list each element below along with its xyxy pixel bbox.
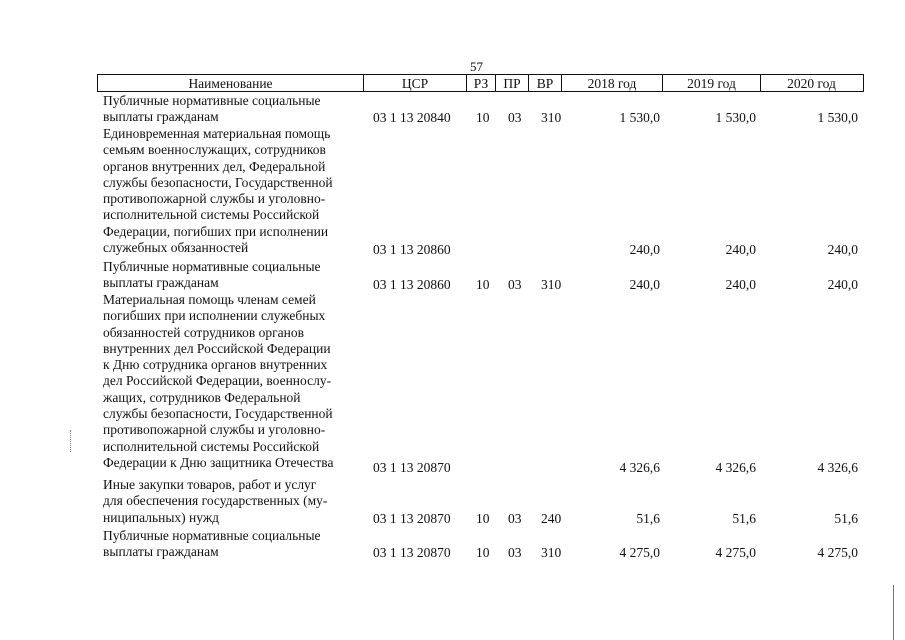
header-name: Наименование	[98, 75, 364, 91]
row-vr: 310	[541, 277, 562, 292]
row-name: Публичные нормативные социальные выплаты гражданам	[103, 259, 321, 291]
row-csr: 03 1 13 20860	[373, 242, 451, 257]
page-number: 57	[470, 59, 483, 74]
row-pr: 03	[508, 110, 522, 125]
row-name: Материальная помощь членам семей погибших при исполнении служебных обязанностей сотрудников органов внутренних дел Российской Федерации к Дню сотрудника органов внутренних дел Российской Федерации, военнослу- жащих, сотрудников Федеральной службы безопасности, Государственной противопожарной службы и уголовно- исполнительной системы Российской Федерации к Дню защитника Отечества	[103, 292, 334, 470]
row-2018: 240,0	[629, 242, 660, 257]
row-2020: 51,6	[834, 511, 858, 526]
row-2019: 240,0	[725, 277, 756, 292]
row-rz: 10	[476, 545, 490, 560]
row-csr: 03 1 13 20860	[373, 277, 451, 292]
row-name: Единовременная материальная помощь семьям военнослужащих, сотрудников органов внутренних дел, Федеральной службы безопасности, Государственной противопожарной службы и уголовно- исполнительной системы Российской Федерации, погибших при исполнении служебных обязанностей	[103, 126, 333, 256]
row-csr: 03 1 13 20870	[373, 511, 451, 526]
row-2020: 240,0	[827, 242, 858, 257]
row-rz: 10	[476, 110, 490, 125]
row-2019: 51,6	[732, 511, 756, 526]
row-vr: 310	[541, 545, 562, 560]
row-2019: 1 530,0	[715, 110, 756, 125]
row-2020: 4 275,0	[817, 545, 858, 560]
row-2018: 4 275,0	[619, 545, 660, 560]
row-2020: 240,0	[827, 277, 858, 292]
row-rz: 10	[476, 511, 490, 526]
row-2019: 4 275,0	[715, 545, 756, 560]
row-csr: 03 1 13 20870	[373, 545, 451, 560]
row-pr: 03	[508, 545, 522, 560]
row-2018: 4 326,6	[619, 460, 660, 475]
header-2019: 2019 год	[663, 75, 761, 91]
row-csr: 03 1 13 20840	[373, 110, 451, 125]
row-rz: 10	[476, 277, 490, 292]
scan-edge-mark	[893, 585, 894, 640]
table-header	[97, 74, 864, 92]
row-2019: 240,0	[725, 242, 756, 257]
row-name: Публичные нормативные социальные выплаты гражданам	[103, 528, 321, 560]
row-2018: 1 530,0	[619, 110, 660, 125]
header-pr: ПР	[496, 75, 529, 91]
header-2018: 2018 год	[562, 75, 663, 91]
row-2018: 51,6	[636, 511, 660, 526]
row-pr: 03	[508, 511, 522, 526]
header-rz: РЗ	[467, 75, 496, 91]
header-vr: ВР	[529, 75, 562, 91]
row-2019: 4 326,6	[715, 460, 756, 475]
row-2020: 1 530,0	[817, 110, 858, 125]
row-vr: 240	[541, 511, 562, 526]
row-2020: 4 326,6	[817, 460, 858, 475]
header-csr: ЦСР	[364, 75, 467, 91]
row-name: Публичные нормативные социальные выплаты гражданам	[103, 93, 321, 125]
row-2018: 240,0	[629, 277, 660, 292]
row-csr: 03 1 13 20870	[373, 460, 451, 475]
row-pr: 03	[508, 277, 522, 292]
scan-dots-mark	[70, 430, 72, 452]
header-2020: 2020 год	[787, 76, 836, 91]
row-vr: 310	[541, 110, 562, 125]
row-name: Иные закупки товаров, работ и услуг для обеспечения государственных (му- ниципальных) нужд	[103, 477, 328, 525]
